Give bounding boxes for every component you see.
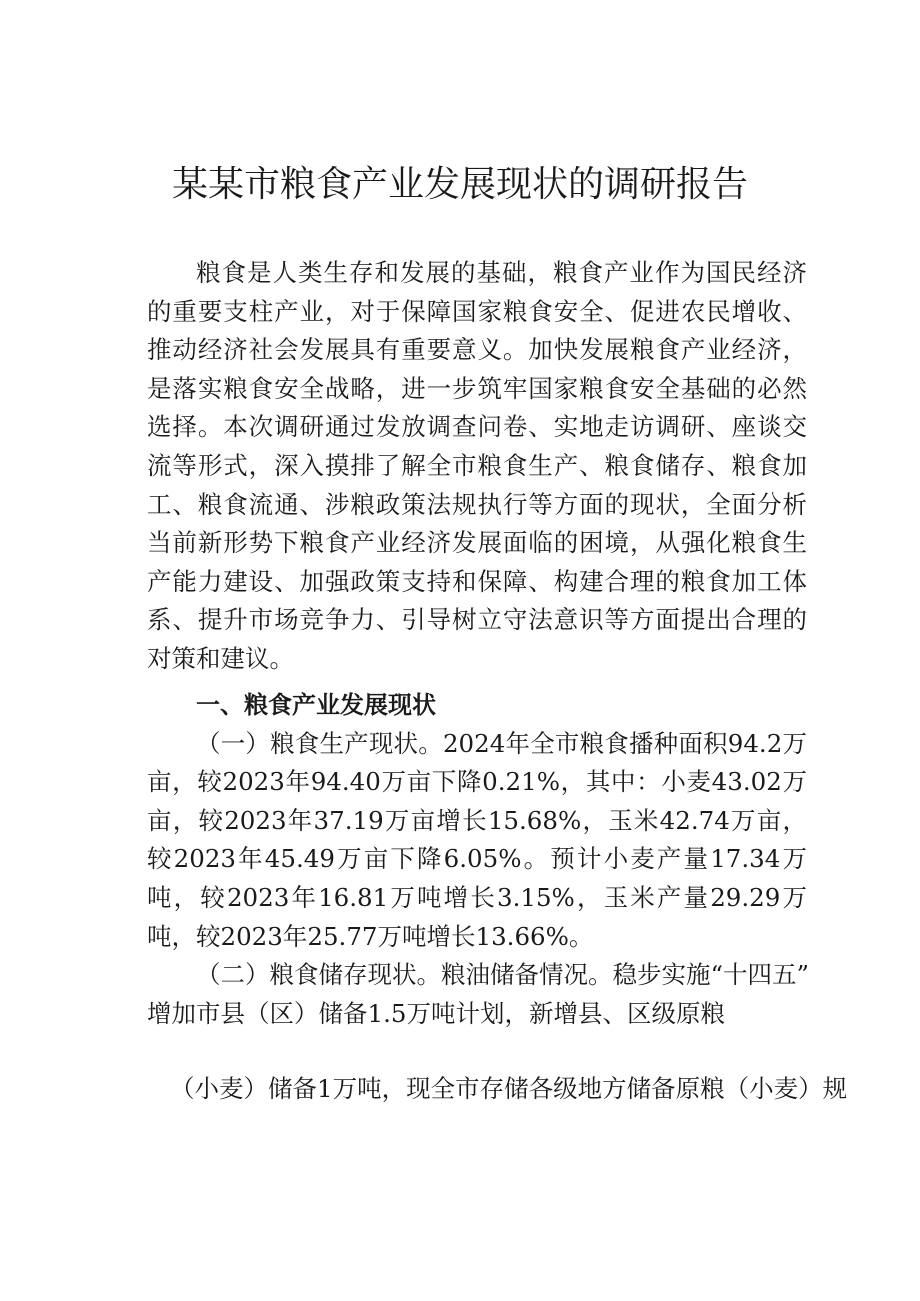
storage-paragraph-line1: （二）粮食储存现状。粮油储备情况。稳步实施“十四五”: [196, 960, 810, 990]
document-title: 某某市粮食产业发展现状的调研报告: [171, 164, 748, 205]
storage-paragraph-continued: （小麦）储备1万吨，现全市存储各级地方储备原粮（小麦）规: [170, 1074, 848, 1103]
section-heading: 一、粮食产业发展现状: [196, 691, 436, 719]
intro-block: [147, 254, 807, 679]
section-block: [147, 686, 810, 1033]
production-paragraph: （一）粮食生产现状。2024年全市粮食播种面积94.2万亩，较2023年94.40万亩下降0.21%，其中：小麦43.02万亩，较2023年37.19万亩增长15.68%，玉米42.74万亩，较2023年45.49万亩下降6.05%。预计小麦产量17.34万吨，较2023年16.81万吨增长3.15%，玉米产量29.29万吨，较2023年25.77万吨增长13.66%。: [147, 728, 807, 951]
intro-paragraph: 粮食是人类生存和发展的基础，粮食产业作为国民经济的重要支柱产业，对于保障国家粮食安全、促进农民增收、推动经济社会发展具有重要意义。加快发展粮食产业经济，是落实粮食安全战略，进一步筑牢国家粮食安全基础的必然选择。本次调研通过发放调查问卷、实地走访调研、座谈交流等形式，深入摸排了解全市粮食生产、粮食储存、粮食加工、粮食流通、涉粮政策法规执行等方面的现状，全面分析当前新形势下粮食产业经济发展面临的困境，从强化粮食生产能力建设、加强政策支持和保障、构建合理的粮食加工体系、提升市场竞争力、引导树立守法意识等方面提出合理的对策和建议。: [147, 258, 807, 673]
storage-paragraph-line2: 增加市县（区）储备1.5万吨计划，新增县、区级原粮: [147, 998, 725, 1028]
